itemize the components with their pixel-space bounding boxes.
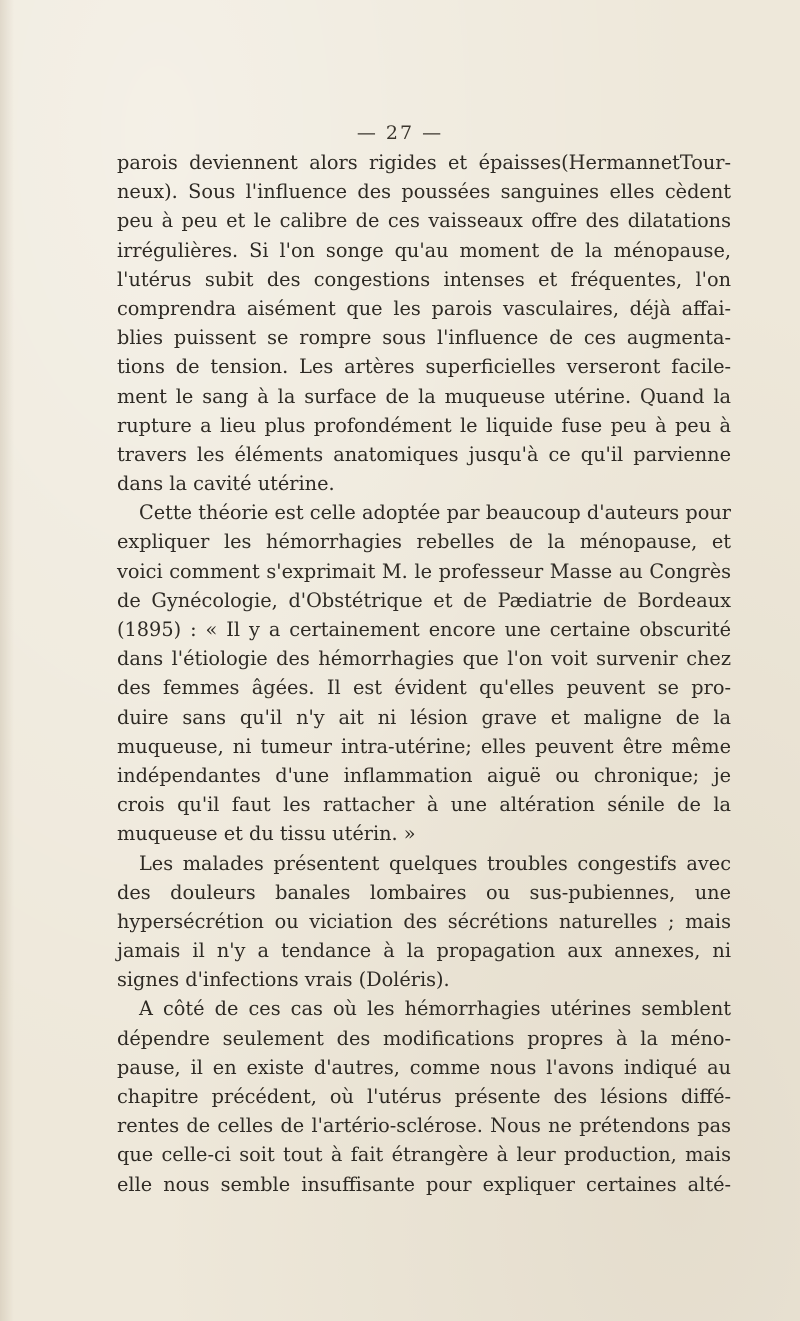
page-edge-shadow: [0, 0, 14, 1321]
text-line: (1895) : « Il y a certainement encore une certaine obscurité: [117, 618, 731, 641]
text-line: dans la cavité utérine.: [117, 472, 335, 496]
text-line: muqueuse et du tissu utérin. »: [117, 822, 416, 846]
text-line: tions de tension. Les artères superficielles verseront facile-: [117, 355, 731, 379]
text-line: rentes de celles de l'artério-sclérose. Nous ne prétendons pas: [117, 1114, 731, 1138]
text-line: muqueuse, ni tumeur intra-utérine; elles peuvent être même: [117, 734, 731, 758]
text-line: des douleurs banales lombaires ou sus-pubiennes, une: [117, 880, 731, 904]
text-line: ment le sang à la surface de la muqueuse utérine. Quand la: [117, 384, 731, 408]
text-line: travers les éléments anatomiques jusqu'à ce qu'il parvienne: [117, 442, 731, 466]
text-line: des femmes âgées. Il est évident qu'elles peuvent se pro-: [117, 676, 731, 700]
text-line: pause, il en existe d'autres, comme nous l'avons indiqué au: [117, 1055, 731, 1079]
text-line: indépendantes d'une inflammation aiguë ou chronique; je: [117, 763, 731, 787]
paragraph-start-line: Cette théorie est celle adoptée par beaucoup d'auteurs pour: [139, 501, 731, 525]
text-line: chapitre précédent, où l'utérus présente des lésions diffé-: [117, 1085, 731, 1108]
text-line: de Gynécologie, d'Obstétrique et de Pædiatrie de Bordeaux: [117, 588, 731, 612]
text-line: parois deviennent alors rigides et épaisses(HermannetTour-: [117, 151, 731, 174]
text-line: dans l'étiologie des hémorrhagies que l'on voit survenir chez: [117, 647, 731, 671]
text-line: peu à peu et le calibre de ces vaisseaux offre des dilatations: [117, 209, 731, 233]
text-line: elle nous semble insuffisante pour expliquer certaines alté-: [117, 1172, 731, 1196]
text-line: dépendre seulement des modifications propres à la méno-: [117, 1026, 731, 1050]
paragraph-start-line: Les malades présentent quelques troubles congestifs avec: [139, 851, 731, 875]
text-line: comprendra aisément que les parois vasculaires, déjà affai-: [117, 296, 731, 320]
text-line: crois qu'il faut les rattacher à une altération sénile de la: [117, 793, 731, 817]
page-number: — 27 —: [356, 122, 444, 144]
text-line: rupture a lieu plus profondément le liquide fuse peu à peu à: [117, 413, 731, 437]
text-line: duire sans qu'il n'y ait ni lésion grave et maligne de la: [117, 705, 731, 729]
text-line: signes d'infections vrais (Doléris).: [117, 968, 450, 992]
text-line: voici comment s'exprimait M. le professeur Masse au Congrès: [117, 559, 731, 583]
text-line: que celle-ci soit tout à fait étrangère à leur production, mais: [117, 1143, 731, 1167]
text-line: irrégulières. Si l'on songe qu'au moment de la ménopause,: [117, 238, 731, 262]
body-text: [117, 148, 731, 1199]
text-line: l'utérus subit des congestions intenses et fréquentes, l'on: [117, 267, 731, 291]
paragraph-start-line: A côté de ces cas où les hémorrhagies utérines semblent: [139, 997, 731, 1021]
text-line: blies puissent se rompre sous l'influence de ces augmenta-: [117, 326, 731, 350]
text-line: expliquer les hémorrhagies rebelles de la ménopause, et: [117, 530, 731, 554]
text-line: hypersécrétion ou viciation des sécrétions naturelles ; mais: [117, 909, 731, 933]
text-line: neux). Sous l'influence des poussées sanguines elles cèdent: [117, 180, 731, 204]
text-line: jamais il n'y a tendance à la propagation aux annexes, ni: [117, 939, 731, 963]
